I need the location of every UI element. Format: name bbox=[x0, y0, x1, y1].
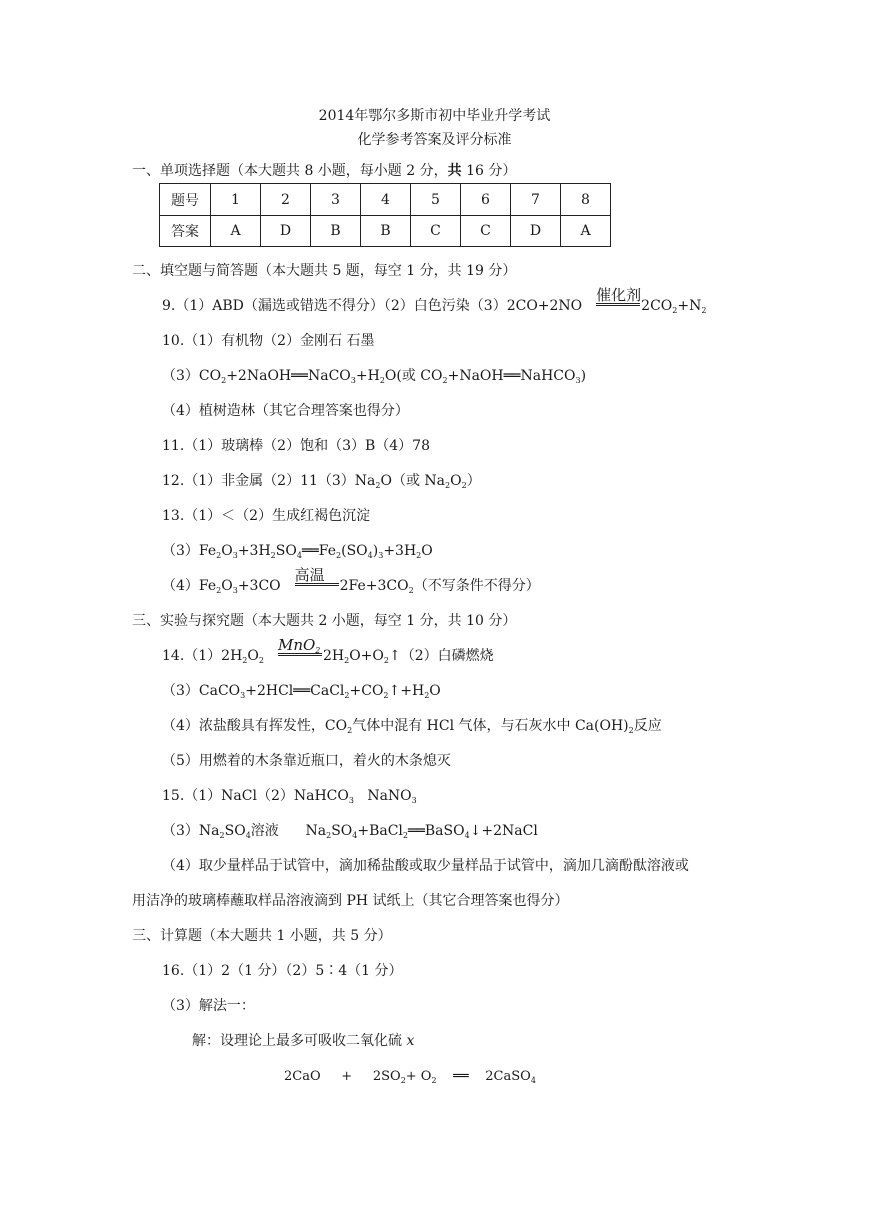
table-cell: C bbox=[411, 216, 461, 247]
table-cell: B bbox=[361, 216, 411, 247]
table-row bbox=[160, 184, 611, 216]
table-cell: A bbox=[561, 216, 611, 247]
q14-part5: （5）用燃着的木条靠近瓶口，着火的木条熄灭 bbox=[162, 753, 451, 769]
table-cell: A bbox=[211, 216, 261, 247]
solution-setup: 解：设理论上最多可吸收二氧化硫 x bbox=[192, 1033, 415, 1049]
q16-part1: 16.（1）2（1 分）（2）5∶4（1 分） bbox=[162, 963, 403, 979]
table-cell: 6 bbox=[461, 184, 511, 216]
q15-part3: $(3)Na_2SO_4$溶液 $Na_2SO_4+BaCl_2══BaSO_4↓+2NaCl$ bbox=[162, 823, 538, 840]
section3-heading: 三、实验与探究题（本大题共 2 小题，每空 1 分，共 10 分） bbox=[132, 613, 517, 629]
q13-part1: 13.（1）＜（2）生成红褐色沉淀 bbox=[162, 508, 371, 524]
q10-part4: （4）植树造林（其它合理答案也得分） bbox=[162, 403, 409, 419]
answer-table bbox=[159, 183, 611, 247]
page-subtitle: 化学参考答案及评分标准 bbox=[357, 132, 512, 148]
q15-part1: 15.（1）NaCl（2）NaHCO$_3$ NaNO$_3$ bbox=[162, 788, 417, 805]
q16-part3: （3）解法一： bbox=[162, 998, 255, 1014]
chemical-equation: 2CaO + $2SO_2+ O_2$ ══ 2CaSO$_4$ bbox=[284, 1069, 536, 1085]
table-cell: 4 bbox=[361, 184, 411, 216]
q14-part4: （4）浓盐酸具有挥发性，$CO_2$气体中混有 HCl 气体，与石灰水中 $Ca(OH)_2$反应 bbox=[162, 718, 662, 735]
q13-part4: $(4)Fe_2O_3+3CO$ 高温 $2Fe+3CO_2$（不写条件不得分） bbox=[162, 566, 540, 595]
table-cell: 2 bbox=[261, 184, 311, 216]
table-cell: 7 bbox=[511, 184, 561, 216]
q11-answer: 11.（1）玻璃棒（2）饱和（3）B（4）78 bbox=[162, 438, 430, 454]
table-cell: D bbox=[511, 216, 561, 247]
page-title: 2014年鄂尔多斯市初中毕业升学考试 bbox=[318, 108, 551, 124]
table-header-cell: 题号 bbox=[160, 184, 211, 216]
q13-part3: $(3)Fe_2O_3+3H_2SO_4══Fe_2(SO_4)_3+3H_2O$ bbox=[162, 543, 433, 560]
section4-heading: 三、计算题（本大题共 1 小题，共 5 分） bbox=[132, 928, 392, 944]
section1-heading: 一、单项选择题（本大题共 8 小题，每小题 2 分，共 16 分） bbox=[132, 163, 517, 179]
q12-answer: 12.（1）非金属$(2)11(3)Na_2O$（或 $Na_2O_2$） bbox=[162, 473, 481, 490]
table-cell: 5 bbox=[411, 184, 461, 216]
q14-part1: $14.(1)2H_2O_2$ MnO$_2$ $2H_2O+O_2↑(2)$白磷燃烧 bbox=[162, 636, 494, 665]
q10-part3: $(3)CO_2+2NaOH══NaCO_3+H_2O$(或 $CO_2+NaOH══NaHCO_3$) bbox=[162, 368, 587, 385]
q9-answer: 9.（1）ABD（漏选或错选不得分）（2）白色污染（3）2CO+2NO 催化剂 $2CO_2+N_2$ bbox=[162, 286, 707, 315]
table-cell: B bbox=[311, 216, 361, 247]
table-cell: C bbox=[461, 216, 511, 247]
table-cell: 1 bbox=[211, 184, 261, 216]
q10-part1: 10.（1）有机物（2）金刚石 石墨 bbox=[162, 333, 375, 349]
q14-part3: $(3)CaCO_3+2HCl══CaCl_2+CO_2↑+H_2O$ bbox=[162, 683, 441, 700]
table-cell: D bbox=[261, 216, 311, 247]
section2-heading: 二、填空题与简答题（本大题共 5 题，每空 1 分，共 19 分） bbox=[132, 263, 517, 279]
table-row bbox=[160, 216, 611, 247]
table-header-cell: 答案 bbox=[160, 216, 211, 247]
table-cell: 8 bbox=[561, 184, 611, 216]
table-cell: 3 bbox=[311, 184, 361, 216]
q15-part4-line1: （4）取少量样品于试管中，滴加稀盐酸或取少量样品于试管中，滴加几滴酚酞溶液或 bbox=[162, 858, 689, 874]
q15-part4-line2: 用洁净的玻璃棒蘸取样品溶液滴到 PH 试纸上（其它合理答案也得分） bbox=[132, 893, 569, 909]
